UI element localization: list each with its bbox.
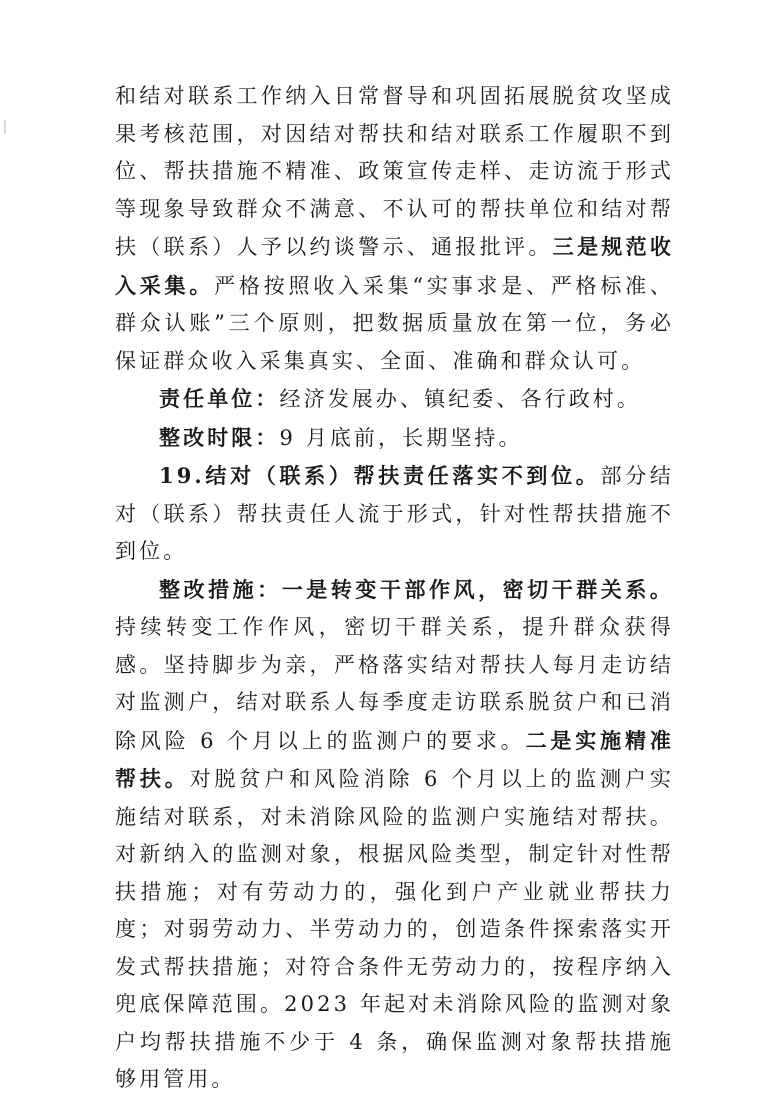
bold-heading: 一是转变干部作风，密切干群关系。 <box>281 576 675 602</box>
text-run: 持续转变工作作风，密切干群关系，提升群众获得感。坚持脚步为亲，严格落实结对帮扶人每月走访结对监测户，结对联系人每季度走访联系脱贫户和已消除风险 6 个月以上的监测户的要求。 <box>115 615 674 753</box>
value-deadline: 9 月底前，长期坚持。 <box>279 425 523 450</box>
text-run: 和结对联系工作纳入日常督导和巩固拓展脱贫攻坚成果考核范围，对因结对帮扶和结对联系工作履职不到位、帮扶措施不精准、政策宣传走样、走访流于形式等现象导致群众不满意、不认可的帮扶单位和结对帮扶（联系）人予以约谈警示、通报批评。 <box>115 84 674 259</box>
binding-mark <box>4 120 6 134</box>
text-run: 严格按照收入采集“实事求是、严格标准、群众认账”三个原则，把数据质量放在第一位，务必保证群众收入采集真实、全面、准确和群众认可。 <box>115 273 674 373</box>
text-run: 对脱贫户和风险消除 6 个月以上的监测户实施结对联系，对未消除风险的监测户实施结对帮扶。对新纳入的监测对象，根据风险类型，制定针对性帮扶措施；对有劳动力的，强化到户产业就业帮扶力度；对弱劳动力、半劳动力的，创造条件探索落实开发式帮扶措施；对符合条件无劳动力的，按程序纳入兜底保障范围。2023 年起对未消除风险的监测对象户均帮扶措施不少于 4 条，确保监测对象帮扶措施够用管用。 <box>115 767 674 1091</box>
paragraph-continuation <box>115 78 674 380</box>
paragraph-deadline <box>115 419 674 458</box>
paragraph-issue-19 <box>115 457 674 571</box>
label-measures: 整改措施： <box>159 576 282 602</box>
value-responsible-unit: 经济发展办、镇纪委、各行政村。 <box>279 387 641 411</box>
paragraph-measures <box>115 571 674 1099</box>
label-deadline: 整改时限： <box>159 424 280 450</box>
bold-heading: 三是规范收入采集。 <box>115 234 674 298</box>
bold-heading: 二是实施精准帮扶。 <box>115 727 674 791</box>
issue-heading: 19.结对（联系）帮扶责任落实不到位。 <box>159 463 601 488</box>
paragraph-responsible-unit <box>115 380 674 419</box>
issue-description: 部分结对（联系）帮扶责任人流于形式，针对性帮扶措施不到位。 <box>115 464 674 563</box>
label-responsible-unit: 责任单位： <box>159 386 280 411</box>
